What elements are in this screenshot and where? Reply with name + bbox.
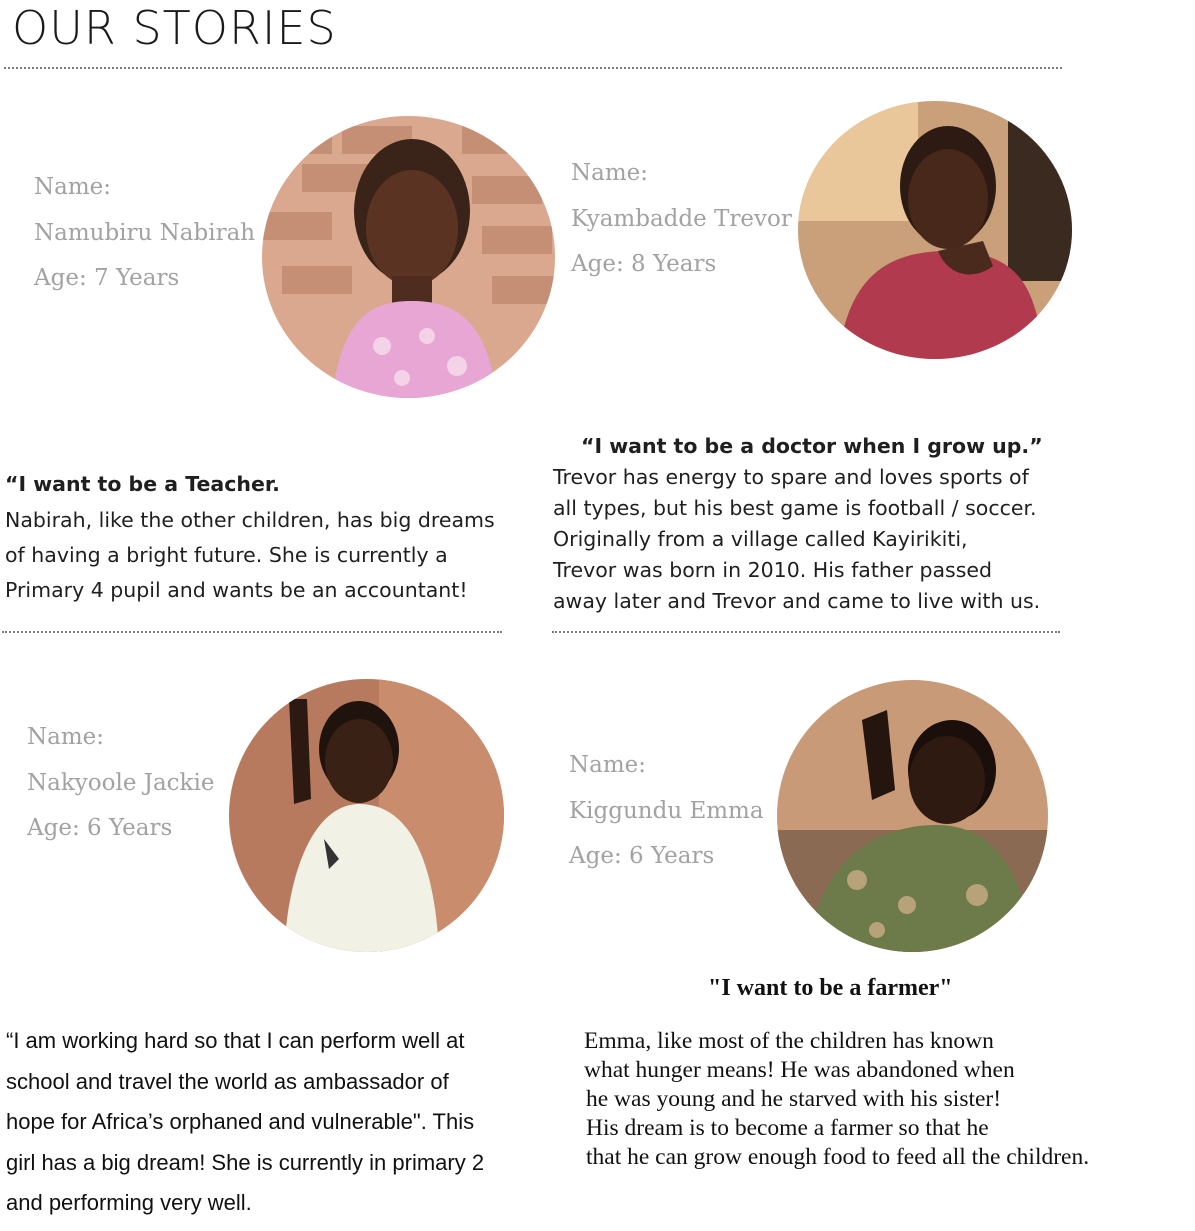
story-meta-jackie — [27, 715, 214, 852]
bio-line: His dream is to become a farmer so that he — [586, 1115, 989, 1141]
bio-line: that he can grow enough food to feed all the children. — [586, 1144, 1090, 1170]
name-label: Name: — [27, 724, 105, 750]
child-age: Age: 6 Years — [569, 843, 715, 869]
bio-line: all types, but his best game is football / soccer. — [553, 496, 1037, 520]
child-age: Age: 8 Years — [571, 251, 717, 277]
bio-line: “I am working hard so that I can perform well at — [6, 1028, 465, 1053]
bio-line: Trevor was born in 2010. His father passed — [553, 558, 993, 582]
story-quote: "I want to be a farmer" — [708, 975, 953, 1001]
page-title: OUR STORIES — [12, 1, 337, 55]
child-name: Kyambadde Trevor — [571, 205, 792, 232]
story-bio-trevor — [553, 431, 1043, 617]
name-label: Name: — [34, 174, 112, 200]
bio-line: and performing very well. — [6, 1190, 252, 1215]
bio-line: Originally from a village called Kayirikiti, — [553, 527, 968, 551]
bio-line: away later and Trevor and came to live with us. — [553, 589, 1041, 613]
child-photo-emma — [777, 680, 1048, 952]
bio-line: Emma, like most of the children has known — [584, 1028, 994, 1054]
bio-line: hope for Africa’s orphaned and vulnerable". This — [6, 1109, 475, 1134]
child-photo-jackie — [229, 679, 504, 952]
bio-line: of having a bright future. She is currently a — [5, 543, 448, 567]
story-bio-emma — [584, 1027, 1089, 1172]
story-quote: “I want to be a Teacher. — [5, 472, 280, 496]
child-photo-trevor — [798, 101, 1072, 359]
name-label: Name: — [569, 752, 647, 778]
name-label: Name: — [571, 160, 649, 186]
story-meta-emma — [569, 743, 764, 880]
bio-line: school and travel the world as ambassador of — [6, 1068, 449, 1094]
section-divider-left — [2, 631, 502, 633]
child-age: Age: 6 Years — [27, 815, 173, 841]
story-meta-trevor — [571, 151, 792, 288]
child-age: Age: 7 Years — [34, 265, 180, 291]
bio-line: Primary 4 pupil and wants be an accountant! — [5, 578, 468, 602]
bio-line: Trevor has energy to spare and loves sports of — [553, 465, 1029, 489]
child-name: Namubiru Nabirah — [34, 219, 256, 246]
story-quote: “I want to be a doctor when I grow up.” — [581, 434, 1043, 458]
child-name: Kiggundu Emma — [569, 797, 764, 824]
bio-line: what hunger means! He was abandoned when — [584, 1057, 1015, 1083]
bio-line: Nabirah, like the other children, has big dreams — [5, 508, 495, 532]
bio-line: girl has a big dream! She is currently in primary 2 — [6, 1149, 485, 1175]
section-divider-right — [552, 631, 1060, 633]
story-bio-jackie — [6, 1021, 484, 1224]
story-bio-nabirah — [5, 469, 495, 606]
child-photo-nabirah — [262, 116, 555, 398]
child-name: Nakyoole Jackie — [27, 769, 215, 796]
story-meta-nabirah — [34, 165, 255, 302]
bio-line: he was young and he starved with his sister! — [586, 1086, 1002, 1112]
title-divider — [4, 67, 1062, 69]
